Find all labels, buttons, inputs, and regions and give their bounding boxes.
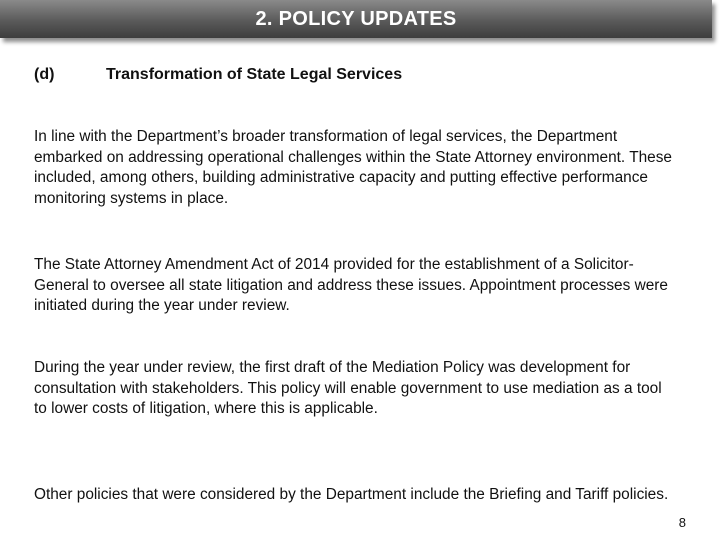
- section-label: (d): [34, 66, 55, 83]
- paragraph-amendment-act: The State Attorney Amendment Act of 2014 provided for the establishment of a Solicitor-General to oversee all state litigation and address these issues. Appointment processes were initiated during the year under review.: [34, 256, 668, 314]
- title-bar: [0, 0, 712, 38]
- slide-title: 2. POLICY UPDATES: [255, 7, 457, 30]
- section-title: Transformation of State Legal Services: [106, 66, 403, 83]
- paragraph-transformation: In line with the Department’s broader transformation of legal services, the Department embarked on addressing operational challenges within the State Attorney environment. These included, among others, building administrative capacity and putting effective performance monitoring systems in place.: [34, 128, 672, 207]
- paragraph-mediation-policy: During the year under review, the first draft of the Mediation Policy was development for consultation with stakeholders. This policy will enable government to use mediation as a tool to lower costs of litigation, where this is applicable.: [34, 359, 662, 417]
- paragraph-other-policies: Other policies that were considered by the Department include the Briefing and Tariff policies.: [34, 486, 669, 503]
- page-number: 8: [678, 515, 686, 530]
